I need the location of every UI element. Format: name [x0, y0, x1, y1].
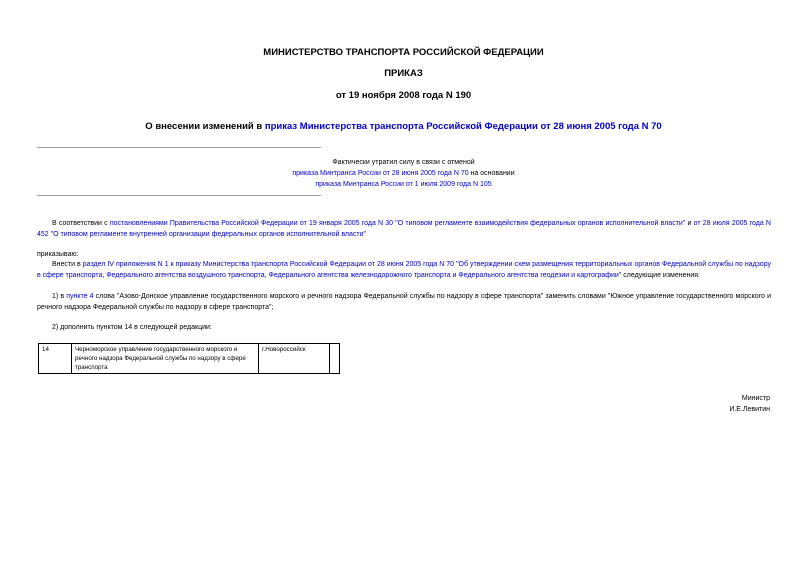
clause-text-1: Внести в — [52, 261, 83, 268]
link-resolution-30[interactable]: постановлениями Правительства Российской Федерации от 19 января 2005 года N 30 "О типовом регламенте взаимодействия федеральных органов исполнительной власти" — [109, 220, 686, 227]
link-order-105-2009[interactable]: приказа Минтранса России от 1 июля 2009 года N 105 — [315, 181, 492, 188]
table-row — [39, 344, 340, 374]
status-note-line1: Фактически утратил силу в связи с отменой — [332, 159, 475, 166]
clause-paragraph — [37, 259, 771, 281]
cell-number: 14 — [39, 344, 72, 374]
cell-city: г.Новороссийск — [259, 344, 330, 374]
divider-bottom — [37, 195, 321, 196]
cell-empty — [330, 344, 340, 374]
status-note-line3 — [0, 179, 807, 190]
preamble-text-2: и — [685, 220, 694, 227]
status-note — [0, 157, 807, 190]
signature-name: И.Е.Левитин — [729, 406, 770, 413]
preamble-text-1: В соответствии с — [52, 220, 110, 227]
item-1-paragraph — [37, 291, 771, 313]
status-note-line2-suffix: на основании — [468, 170, 515, 177]
link-order-70-2005[interactable]: приказа Минтранса России от 28 июня 2005 года N 70 — [292, 170, 469, 177]
title-link-order-70[interactable]: приказ Министерства транспорта Российской Федерации от 28 июня 2005 года N 70 — [264, 121, 662, 132]
signature-position: Министр — [741, 395, 770, 402]
title-prefix: О внесении изменений в — [145, 121, 265, 132]
document-type: ПРИКАЗ — [384, 68, 423, 79]
document-date-number: от 19 ноября 2008 года N 190 — [335, 90, 472, 101]
link-point-4[interactable]: пункте 4 — [66, 293, 94, 300]
link-resolution-452[interactable]: от 28 июля 2005 года N 452 "О типовом регламенте внутренней организации федеральных органов исполнительной власти" — [37, 220, 771, 238]
divider-top — [37, 147, 321, 148]
status-note-line2 — [0, 168, 807, 179]
preamble-paragraph — [37, 218, 771, 240]
signature-block — [729, 393, 770, 415]
document-title — [0, 121, 807, 132]
ministry-heading: МИНИСТЕРСТВО ТРАНСПОРТА РОССИЙСКОЙ ФЕДЕРАЦИИ — [263, 47, 544, 58]
item-1-text-1: 1) в — [52, 293, 67, 300]
item-1-text-2: слова "Азово-Донское управление государственного морского и речного надзора Федеральной службы по надзору в сфере транспорта" заменить словами "Южное управление государственного морского и речного надзора Федеральной службы по надзору в сфере транспорта"; — [37, 293, 771, 311]
order-word: приказываю: — [37, 251, 79, 258]
clause-text-2: следующие изменения: — [621, 272, 701, 279]
link-section-iv-appendix-1[interactable]: раздел IV приложения N 1 к приказу Министерства транспорта Российской Федерации от 28 июня 2005 года N 70 "Об утверждении схем размещения территориальных органов Федеральной службы по надзору в сфере транспорта, Федерального агентства воздушного транспорта, Федерального агентства железнодорожного транспорта и Федерального агентства геодезии и картографии" — [37, 261, 772, 279]
cell-authority-name: Черноморское управление государственного морского и речного надзора Федеральной службы по надзору в сфере транспорта — [72, 344, 259, 374]
amendment-table — [38, 343, 340, 374]
item-2-paragraph: 2) дополнить пунктом 14 в следующей редакции: — [52, 324, 212, 331]
